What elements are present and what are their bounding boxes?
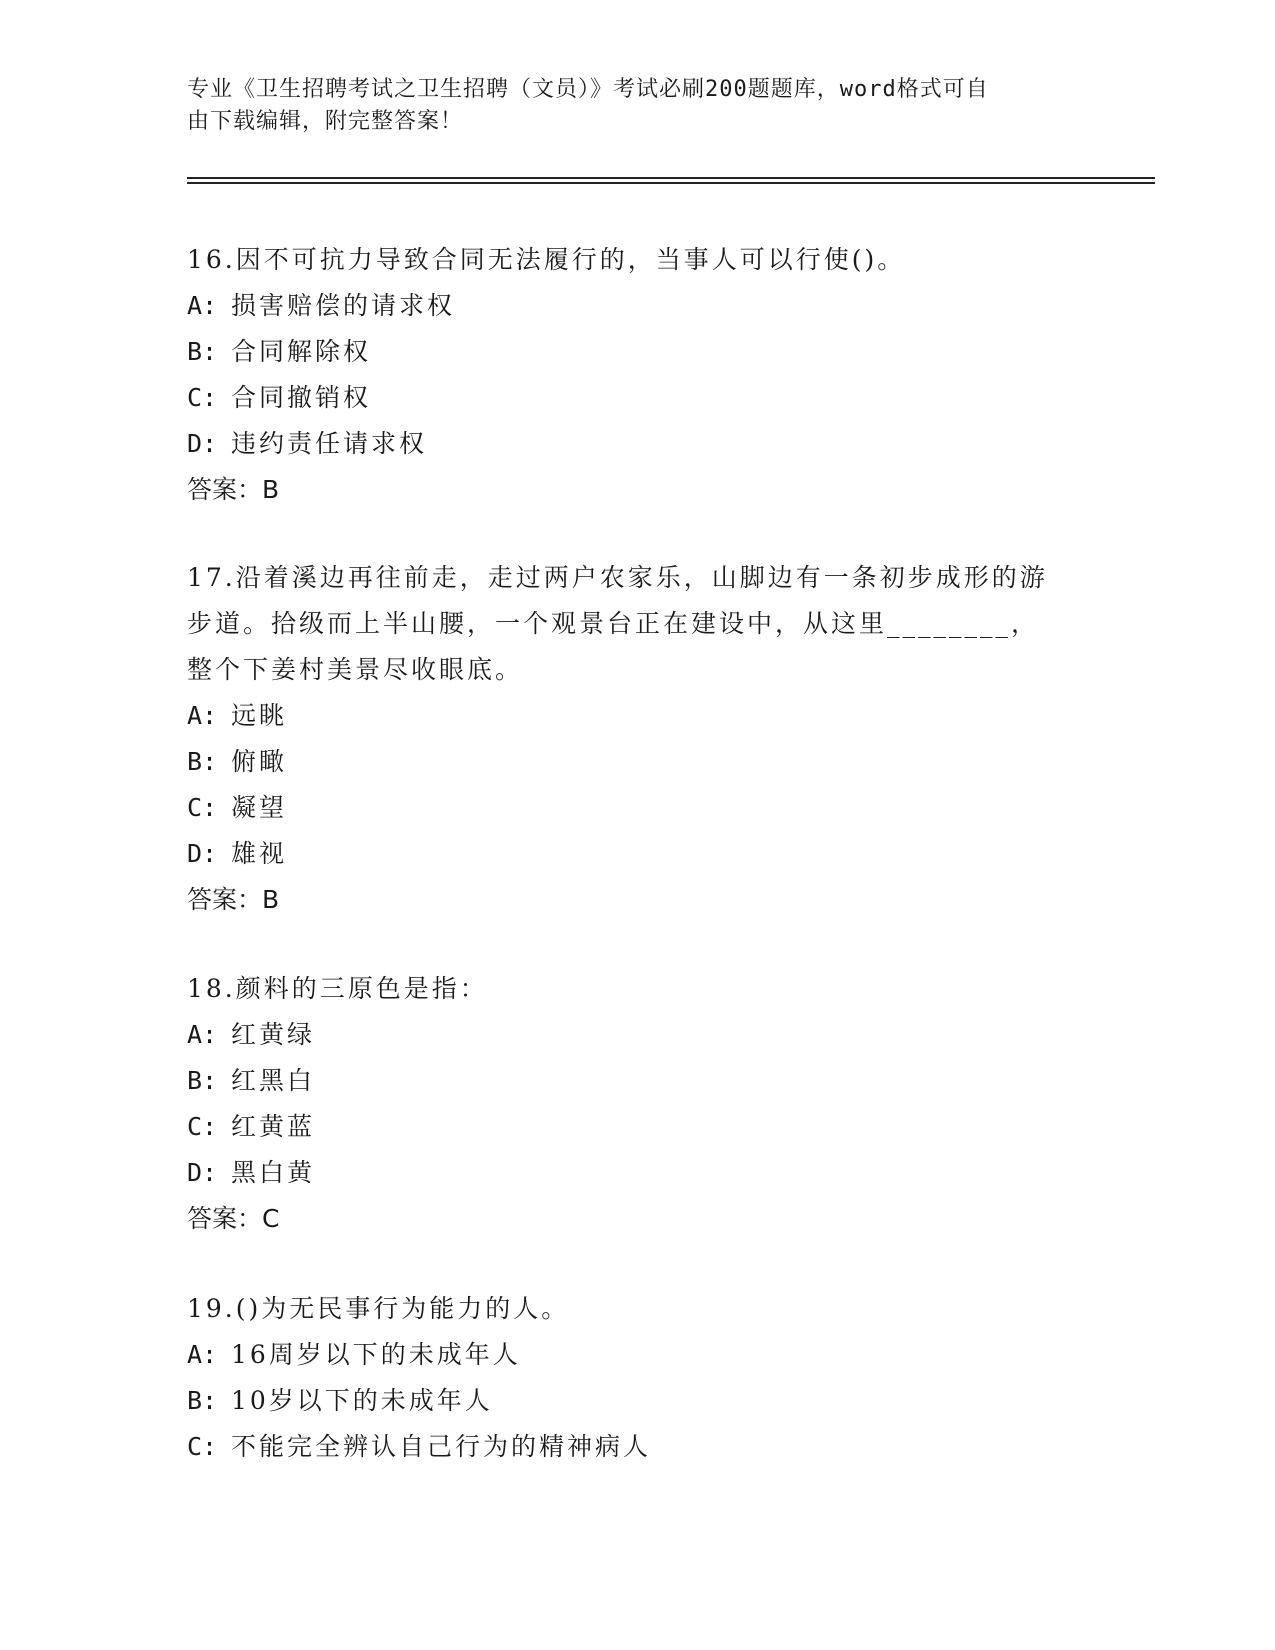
option-text: 凝望 — [231, 793, 288, 822]
answer-text: 答案：B — [187, 475, 280, 504]
header-divider-top — [187, 177, 1155, 179]
option-c — [187, 1104, 1087, 1150]
question-text: 18.颜料的三原色是指： — [187, 974, 488, 1003]
option-c — [187, 785, 1087, 831]
document-header — [187, 74, 1067, 138]
option-d — [187, 1150, 1087, 1196]
option-c — [187, 1424, 1087, 1470]
option-key: D: — [187, 1158, 218, 1187]
option-key: A: — [187, 701, 218, 730]
question-text: 19.()为无民事行为能力的人。 — [187, 1294, 570, 1323]
option-text: 红黑白 — [231, 1066, 316, 1095]
option-text: 16周岁以下的未成年人 — [231, 1340, 521, 1369]
option-a — [187, 1012, 1087, 1058]
option-key: B: — [187, 1066, 218, 1095]
option-text: 损害赔偿的请求权 — [231, 291, 456, 320]
option-text: 黑白黄 — [231, 1158, 316, 1187]
option-key: A: — [187, 291, 218, 320]
option-b — [187, 739, 1087, 785]
answer-text: 答案：B — [187, 885, 280, 914]
header-line-1: 专业《卫生招聘考试之卫生招聘（文员）》考试必刷200题题库，word格式可自 — [187, 77, 989, 102]
option-text: 雄视 — [231, 839, 288, 868]
option-d — [187, 421, 1087, 467]
question-18 — [187, 966, 1087, 1242]
option-text: 远眺 — [231, 701, 288, 730]
answer-text: 答案：C — [187, 1204, 280, 1233]
option-text: 红黄蓝 — [231, 1112, 316, 1141]
option-key: A: — [187, 1020, 218, 1049]
option-key: A: — [187, 1340, 218, 1369]
option-a — [187, 1332, 1087, 1378]
option-text: 违约责任请求权 — [231, 429, 428, 458]
header-divider-bottom — [187, 182, 1155, 184]
option-key: D: — [187, 839, 218, 868]
option-a — [187, 693, 1087, 739]
option-key: C: — [187, 383, 218, 412]
option-d — [187, 831, 1087, 877]
option-text: 合同解除权 — [231, 337, 372, 366]
option-key: B: — [187, 337, 218, 366]
option-text: 俯瞰 — [231, 747, 288, 776]
option-text: 红黄绿 — [231, 1020, 316, 1049]
question-text-line-3: 整个下姜村美景尽收眼底。 — [187, 655, 524, 684]
option-key: C: — [187, 793, 218, 822]
option-a — [187, 283, 1087, 329]
question-text-line-1: 17.沿着溪边再往前走，走过两户农家乐，山脚边有一条初步成形的游 — [187, 563, 1048, 592]
option-text: 10岁以下的未成年人 — [231, 1386, 493, 1415]
option-key: D: — [187, 429, 218, 458]
option-key: B: — [187, 747, 218, 776]
option-c — [187, 375, 1087, 421]
header-line-2: 由下载编辑，附完整答案！ — [187, 109, 464, 134]
option-b — [187, 1378, 1087, 1424]
option-text: 合同撤销权 — [231, 383, 372, 412]
question-17 — [187, 555, 1087, 923]
question-19 — [187, 1286, 1087, 1470]
question-text: 16.因不可抗力导致合同无法履行的，当事人可以行使()。 — [187, 245, 906, 274]
option-key: C: — [187, 1432, 218, 1461]
option-b — [187, 1058, 1087, 1104]
option-key: B: — [187, 1386, 218, 1415]
question-text-line-2: 步道。拾级而上半山腰，一个观景台正在建设中，从这里________， — [187, 609, 1040, 638]
option-text: 不能完全辨认自己行为的精神病人 — [231, 1432, 652, 1461]
option-b — [187, 329, 1087, 375]
question-16 — [187, 237, 1087, 513]
option-key: C: — [187, 1112, 218, 1141]
